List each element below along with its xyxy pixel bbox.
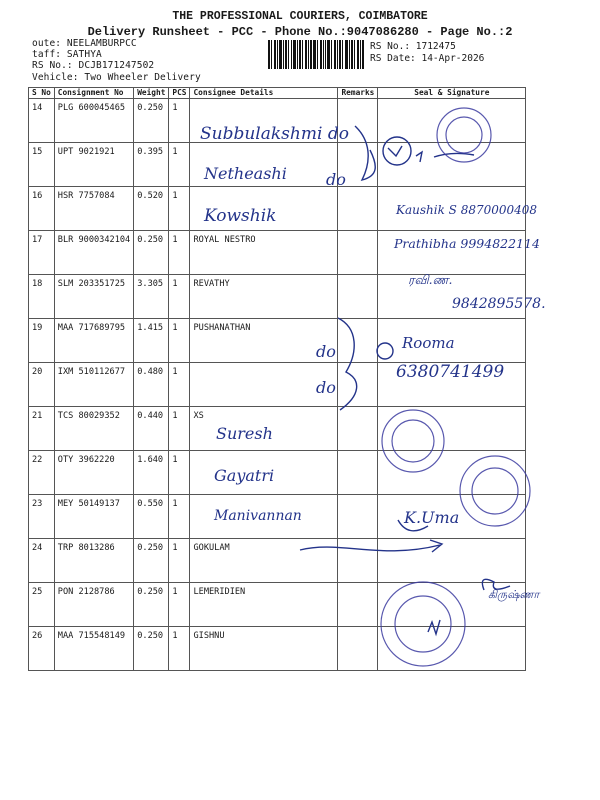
- row-number: 14: [29, 99, 55, 143]
- pen-scribble: [434, 153, 474, 157]
- handwritten-consignee: Suresh: [216, 424, 273, 443]
- row-number: 24: [29, 539, 55, 583]
- tick-stroke: [388, 146, 402, 156]
- pieces-count: 1: [169, 495, 190, 539]
- consignment-number: TCS 80029352: [54, 407, 133, 451]
- stamp-middle-left: [382, 410, 444, 472]
- stamp-bottom: [381, 582, 465, 666]
- pieces-count: 1: [169, 319, 190, 363]
- stamp-middle-right: [460, 456, 530, 526]
- pieces-count: 1: [169, 187, 190, 231]
- handwritten-consignee: Kowshik: [204, 206, 277, 226]
- consignment-number: HSR 7757084: [54, 187, 133, 231]
- weight-value: 0.520: [134, 187, 169, 231]
- circle-stroke: [383, 137, 411, 165]
- pen-scribble: [300, 545, 440, 551]
- pieces-count: 1: [169, 231, 190, 275]
- pieces-count: 1: [169, 99, 190, 143]
- handwritten-consignee: do: [316, 342, 336, 361]
- row-number: 18: [29, 275, 55, 319]
- consignee-details: ROYAL NESTRO: [190, 231, 338, 275]
- handwritten-consignee: Gayatri: [214, 466, 275, 485]
- pieces-count: 1: [169, 407, 190, 451]
- weight-value: 0.250: [134, 539, 169, 583]
- consignee-details: GOKULAM: [190, 539, 338, 583]
- weight-value: 0.480: [134, 363, 169, 407]
- row-number: 21: [29, 407, 55, 451]
- handwritten-signature: 9842895578.: [452, 296, 546, 312]
- pieces-count: 1: [169, 539, 190, 583]
- consignee-details: PUSHANATHAN: [190, 319, 338, 363]
- route-line: oute: NEELAMBURPCC: [32, 38, 137, 49]
- row-number: 25: [29, 583, 55, 627]
- pieces-count: 1: [169, 583, 190, 627]
- row-number: 19: [29, 319, 55, 363]
- rs-number: RS No.: 1712475: [370, 41, 456, 52]
- row-number: 23: [29, 495, 55, 539]
- weight-value: 1.640: [134, 451, 169, 495]
- row-number: 22: [29, 451, 55, 495]
- weight-value: 0.250: [134, 627, 169, 671]
- pen-scribble: [398, 520, 428, 531]
- row-number: 20: [29, 363, 55, 407]
- consignment-number: MAA 717689795: [54, 319, 133, 363]
- row-number: 26: [29, 627, 55, 671]
- brace-stroke: [338, 318, 357, 410]
- handwritten-signature: கிருஷ்ணா: [488, 588, 540, 601]
- handwritten-signature: Rooma: [402, 334, 455, 352]
- consignee-details: GISHNU: [190, 627, 338, 671]
- handwritten-consignee: Manivannan: [214, 508, 302, 524]
- consignment-number: PON 2128786: [54, 583, 133, 627]
- pen-scribble: [416, 152, 422, 162]
- handwritten-consignee: do: [326, 170, 346, 189]
- company-title: THE PROFESSIONAL COURIERS, COIMBATORE: [172, 10, 428, 23]
- consignment-number: OTY 3962220: [54, 451, 133, 495]
- header-seal: Seal & Signature: [378, 88, 526, 99]
- consignment-number: TRP 8013286: [54, 539, 133, 583]
- handwritten-consignee: do: [316, 378, 336, 397]
- consignment-number: IXM 510112677: [54, 363, 133, 407]
- weight-value: 0.250: [134, 231, 169, 275]
- pieces-count: 1: [169, 451, 190, 495]
- consignment-number: UPT 9021921: [54, 143, 133, 187]
- header-consignment: Consignment No: [54, 88, 133, 99]
- staff-line: taff: SATHYA: [32, 49, 102, 60]
- circle-stroke: [377, 343, 393, 359]
- handwritten-signature: ரவி.ண.: [408, 272, 453, 287]
- pen-scribble: [482, 579, 510, 590]
- handwritten-consignee: Subbulakshmi do: [200, 124, 349, 144]
- handwritten-signature: Prathibha 9994822114: [394, 236, 540, 251]
- pieces-count: 1: [169, 143, 190, 187]
- header-consignee: Consignee Details: [190, 88, 338, 99]
- consignee-details: XS: [190, 407, 338, 451]
- weight-value: 0.440: [134, 407, 169, 451]
- consignee-details: LEMERIDIEN: [190, 583, 338, 627]
- header-weight: Weight: [134, 88, 169, 99]
- row-number: 17: [29, 231, 55, 275]
- consignee-details: REVATHY: [190, 275, 338, 319]
- pieces-count: 1: [169, 275, 190, 319]
- handwritten-signature: K.Uma: [404, 508, 460, 527]
- drs-number: RS No.: DCJB171247502: [32, 60, 155, 71]
- consignment-number: PLG 600045465: [54, 99, 133, 143]
- row-number: 15: [29, 143, 55, 187]
- header-no: S No: [29, 88, 55, 99]
- runsheet-title: Delivery Runsheet - PCC - Phone No.:9047086280 - Page No.:2: [87, 25, 513, 39]
- weight-value: 0.250: [134, 99, 169, 143]
- header-pcs: PCS: [169, 88, 190, 99]
- header-remarks: Remarks: [338, 88, 378, 99]
- weight-value: 3.305: [134, 275, 169, 319]
- pieces-count: 1: [169, 363, 190, 407]
- pen-scribble: [428, 620, 440, 634]
- vehicle-line: Vehicle: Two Wheeler Delivery: [32, 72, 201, 83]
- weight-value: 0.250: [134, 583, 169, 627]
- handwritten-consignee: Netheashi: [204, 164, 287, 183]
- consignment-number: SLM 203351725: [54, 275, 133, 319]
- row-number: 16: [29, 187, 55, 231]
- rs-date: RS Date: 14-Apr-2026: [370, 53, 485, 64]
- weight-value: 0.395: [134, 143, 169, 187]
- brace-stroke: [355, 126, 375, 180]
- weight-value: 0.550: [134, 495, 169, 539]
- consignment-number: MAA 715548149: [54, 627, 133, 671]
- handwritten-signature: 6380741499: [396, 362, 505, 382]
- pieces-count: 1: [169, 627, 190, 671]
- consignment-number: BLR 9000342104: [54, 231, 133, 275]
- handwritten-signature: Kaushik S 8870000408: [396, 203, 538, 217]
- weight-value: 1.415: [134, 319, 169, 363]
- consignment-number: MEY 50149137: [54, 495, 133, 539]
